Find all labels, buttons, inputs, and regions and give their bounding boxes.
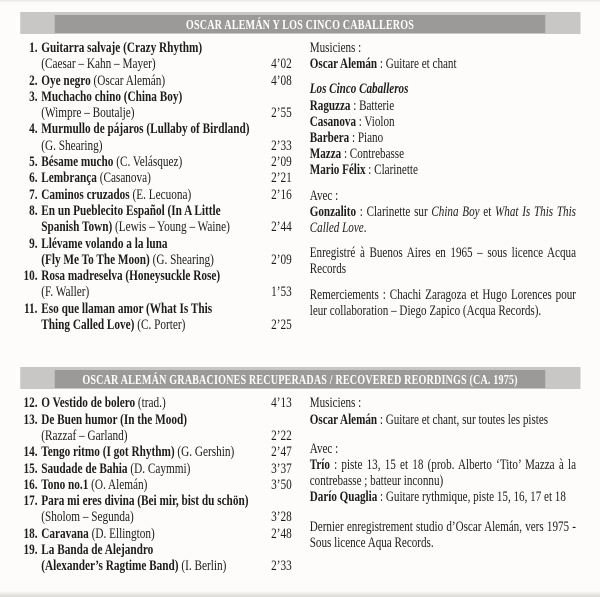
track-title (41, 558, 257, 574)
track-title (41, 493, 292, 509)
credits-line (310, 98, 576, 114)
section-body (0, 40, 600, 333)
track-line (8, 477, 292, 493)
credits-block (310, 395, 576, 427)
text-segment: Dernier enregistrement studio d’Oscar Alemán, vers 1975 - Sous licence Aqua Records. (309, 518, 576, 551)
text-segment: et (479, 203, 496, 220)
text-segment: Llévame volando a la luna (41, 235, 168, 252)
track-duration: 2’33 (271, 137, 292, 154)
track-duration: 2’44 (271, 219, 292, 236)
track-duration: 2’55 (271, 105, 292, 122)
track-number: 14. (23, 444, 38, 461)
track-duration: 2’09 (271, 251, 292, 268)
text-segment: : Clarinette sur (355, 203, 432, 220)
section-header-title: OSCAR ALEMÁN GRABACIONES RECUPERADAS / RECOVERED REORDINGS (CA. 1975) (82, 372, 518, 388)
track-line (8, 558, 292, 574)
track-title (41, 219, 257, 235)
credits-line (310, 56, 576, 72)
booklet-sheet (0, 12, 600, 597)
credits-line (310, 162, 576, 178)
track-title (41, 412, 292, 428)
text-segment: (G. Shearing) (152, 251, 214, 268)
track-title (41, 138, 257, 154)
track-duration: 1’53 (271, 284, 292, 301)
track-title (41, 73, 257, 89)
track-line (8, 509, 292, 525)
track-duration: 2’25 (271, 317, 292, 334)
text-segment: What Is This This Called Love (309, 203, 576, 237)
text-segment: : Guitare et chant (377, 56, 457, 73)
track-line (8, 73, 292, 89)
text-segment: Murmullo de pájaros (Lullaby of Birdland) (41, 121, 250, 138)
credits-paragraph (310, 204, 576, 236)
track-title (41, 56, 257, 72)
credits-paragraph (310, 245, 576, 277)
text-segment: (C. Velásquez) (116, 154, 183, 171)
track-title (41, 170, 257, 186)
text-segment: (Alexander’s Ragtime Band) (41, 558, 182, 575)
section-cinco-caballeros (0, 12, 600, 333)
credits-line (310, 146, 576, 162)
text-segment: Guitarra salvaje (Crazy Rhythm) (41, 40, 203, 56)
track-line (8, 187, 292, 203)
text-segment: Tono no.1 (41, 476, 92, 493)
text-segment: . (363, 220, 367, 237)
track-title (41, 461, 257, 477)
text-segment: (Razzaf – Garland) (41, 427, 128, 444)
text-segment: Enregistré à Buenos Aires en 1965 – sous licence Acqua Records (309, 245, 576, 278)
track-line (8, 444, 292, 460)
track-title (41, 428, 257, 444)
text-segment: Caravana (41, 525, 92, 542)
track-title (41, 395, 257, 411)
track-title (41, 542, 292, 558)
text-segment: : Guitare et chant, sur toutes les pistes (377, 411, 549, 428)
credits-line (310, 130, 576, 146)
track-number (8, 138, 41, 154)
track-line (8, 461, 292, 477)
text-segment: Barbera (309, 130, 350, 147)
text-segment: Oscar Alemán (309, 56, 378, 73)
track-duration: 2’47 (271, 444, 292, 461)
track-number: 4. (29, 121, 38, 138)
text-segment: Avec : (309, 440, 339, 457)
track-number: 10. (23, 268, 38, 285)
track-line (8, 121, 292, 137)
track-duration: 4’02 (271, 56, 292, 73)
credits-block (310, 245, 576, 277)
track-number (8, 284, 41, 300)
track-number: 6. (29, 170, 38, 187)
track-title (41, 301, 292, 317)
text-segment: (Caesar – Kahn – Mayer) (41, 56, 156, 73)
text-segment: (E. Lecuona) (132, 186, 192, 203)
section-recovered-recordings (0, 367, 600, 574)
credits-line (310, 395, 576, 411)
track-line (8, 317, 292, 333)
track-number: 5. (29, 154, 38, 171)
track-number (8, 509, 41, 525)
text-segment: Raguzza (309, 97, 351, 114)
track-duration: 2’16 (271, 186, 292, 203)
track-title (41, 187, 257, 203)
text-segment: China Boy (431, 203, 480, 220)
text-segment: Musiciens : (309, 395, 362, 412)
section-header-bar (20, 367, 580, 389)
credits-column (310, 395, 576, 564)
track-number: 11. (24, 300, 38, 317)
text-segment: En un Pueblecito Español (In A Little (41, 202, 221, 219)
track-number: 1. (29, 40, 38, 56)
text-segment: (D. Caymmi) (130, 460, 191, 477)
track-number: 13. (23, 411, 38, 428)
credits-block (310, 40, 576, 72)
credits-line (310, 188, 576, 204)
text-segment: Avec : (309, 187, 339, 204)
text-segment: Muchacho chino (China Boy) (41, 88, 183, 105)
text-segment: (F. Waller) (41, 284, 90, 301)
track-line (8, 170, 292, 186)
text-segment: Para mi eres divina (Bei mir, bist du schön) (41, 493, 249, 510)
track-title (41, 284, 257, 300)
track-number: 3. (29, 88, 38, 105)
text-segment: Eso que llaman amor (What Is This (41, 300, 213, 317)
track-number (8, 558, 41, 574)
track-title (41, 203, 292, 219)
text-segment: Tengo ritmo (I got Rhythm) (41, 444, 178, 461)
credits-block (310, 519, 576, 551)
credits-block (310, 441, 576, 506)
text-segment: Saudade de Bahia (41, 460, 131, 477)
track-number (8, 252, 41, 268)
text-segment: Mario Félix (309, 162, 366, 179)
section-body (0, 395, 600, 574)
track-number: 7. (29, 186, 38, 203)
track-line (8, 395, 292, 411)
track-duration: 2’21 (271, 170, 292, 187)
section-header-bar (20, 12, 580, 34)
text-segment: (G. Gershin) (177, 444, 235, 461)
text-segment: : Violon (356, 113, 395, 130)
track-line (8, 89, 292, 105)
text-segment: : Batterie (350, 97, 395, 114)
credits-column (310, 40, 576, 328)
track-duration: 2’22 (271, 427, 292, 444)
text-segment: Remerciements : Chachi Zaragoza et Hugo Lorences pour leur collaboration – Diego Zapico (Acqua Records). (309, 286, 576, 319)
text-segment: Caminos cruzados (41, 186, 133, 203)
text-segment: : Piano (349, 130, 384, 147)
track-title (41, 40, 292, 56)
track-line (8, 412, 292, 428)
text-segment: Musiciens : (309, 40, 362, 56)
text-segment: Rosa madreselva (Honeysuckle Rose) (41, 268, 221, 285)
track-number: 19. (23, 542, 38, 559)
track-number (8, 428, 41, 444)
track-title (41, 105, 257, 121)
track-duration: 4’13 (271, 395, 292, 412)
credits-paragraph (310, 412, 576, 428)
text-segment: (D. Ellington) (91, 525, 155, 542)
track-number (8, 56, 41, 72)
track-line (8, 40, 292, 56)
track-line (8, 219, 292, 235)
track-line (8, 526, 292, 542)
text-segment: Los Cinco Caballeros (309, 81, 409, 98)
track-number (8, 105, 41, 121)
text-segment: : piste 13, 15 et 18 (prob. Alberto ‘Tito’ Mazza à la contrebasse ; batteur inconnu) (309, 456, 576, 490)
track-line (8, 542, 292, 558)
track-line (8, 428, 292, 444)
track-duration: 2’33 (271, 558, 292, 575)
track-number: 2. (29, 72, 38, 89)
text-segment: (Sholom – Segunda) (41, 509, 134, 526)
credits-line (310, 441, 576, 457)
track-duration: 2’09 (271, 154, 292, 171)
track-line (8, 154, 292, 170)
credits-block (310, 287, 576, 319)
credits-line (310, 40, 576, 56)
track-title (41, 268, 292, 284)
section-header-title: OSCAR ALEMÁN Y LOS CINCO CABALLEROS (185, 16, 415, 32)
text-segment: (Lewis – Young – Waine) (115, 219, 230, 236)
text-segment: Thing Called Love) (41, 317, 138, 334)
track-title (41, 477, 257, 493)
track-line (8, 252, 292, 268)
text-segment: (G. Shearing) (41, 137, 103, 154)
track-line (8, 301, 292, 317)
credits-paragraph (310, 519, 576, 551)
text-segment: : Guitare rythmique, piste 15, 16, 17 et 18 (377, 489, 566, 506)
track-list (8, 40, 292, 333)
text-segment: (trad.) (137, 395, 166, 412)
track-title (41, 89, 292, 105)
text-segment: Darío Quaglia (309, 489, 378, 506)
track-number: 16. (23, 476, 38, 493)
credits-line (310, 114, 576, 130)
track-line (8, 203, 292, 219)
track-number: 9. (29, 235, 38, 252)
text-segment: (Wimpre – Boutalje) (41, 105, 135, 122)
text-segment: : Contrebasse (341, 146, 405, 163)
track-line (8, 236, 292, 252)
credits-block (310, 81, 576, 178)
text-segment: O Vestido de bolero (41, 395, 138, 412)
text-segment: Gonzalito (309, 203, 356, 220)
track-duration: 2’48 (271, 525, 292, 542)
track-title (41, 154, 257, 170)
text-segment: (Casanova) (99, 170, 151, 187)
track-title (41, 252, 257, 268)
credits-line (310, 81, 576, 97)
text-segment: Oye negro (41, 72, 94, 89)
text-segment: (Fly Me To The Moon) (41, 251, 153, 268)
credits-paragraph (310, 457, 576, 489)
track-list (8, 395, 292, 574)
text-segment: Mazza (309, 146, 342, 163)
track-line (8, 493, 292, 509)
text-segment: Oscar Alemán (309, 411, 378, 428)
track-number: 8. (29, 202, 38, 219)
track-duration: 3’37 (271, 460, 292, 477)
text-segment: La Banda de Alejandro (41, 542, 154, 559)
credits-block (310, 188, 576, 237)
track-number (8, 219, 41, 235)
text-segment: Bésame mucho (41, 154, 117, 171)
text-segment: : Clarinette (365, 162, 418, 179)
track-title (41, 444, 257, 460)
credits-paragraph (310, 489, 576, 505)
text-segment: Spanish Town) (41, 219, 116, 236)
track-title (41, 236, 292, 252)
text-segment: Trío (309, 456, 330, 473)
track-duration: 3’28 (271, 509, 292, 526)
track-line (8, 268, 292, 284)
text-segment: (C. Porter) (137, 317, 186, 334)
section-header-bar-inner (55, 15, 546, 33)
text-segment: (Oscar Alemán) (93, 72, 166, 89)
track-number: 12. (23, 395, 38, 412)
track-number: 18. (23, 525, 38, 542)
credits-paragraph (310, 287, 576, 319)
track-line (8, 138, 292, 154)
track-title (41, 509, 257, 525)
track-title (41, 121, 292, 137)
track-duration: 3’50 (271, 476, 292, 493)
text-segment: Lembrança (41, 170, 100, 187)
track-line (8, 284, 292, 300)
track-number (8, 317, 41, 333)
text-segment: (O. Alemán) (91, 476, 148, 493)
text-segment: (I. Berlin) (181, 558, 227, 575)
track-line (8, 56, 292, 72)
text-segment: De Buen humor (In the Mood) (41, 411, 187, 428)
track-number: 15. (23, 460, 38, 477)
track-line (8, 105, 292, 121)
track-title (41, 526, 257, 542)
track-title (41, 317, 257, 333)
section-header-bar-inner (55, 370, 546, 388)
track-number: 17. (23, 493, 38, 510)
track-duration: 4’08 (271, 72, 292, 89)
text-segment: Casanova (309, 113, 357, 130)
